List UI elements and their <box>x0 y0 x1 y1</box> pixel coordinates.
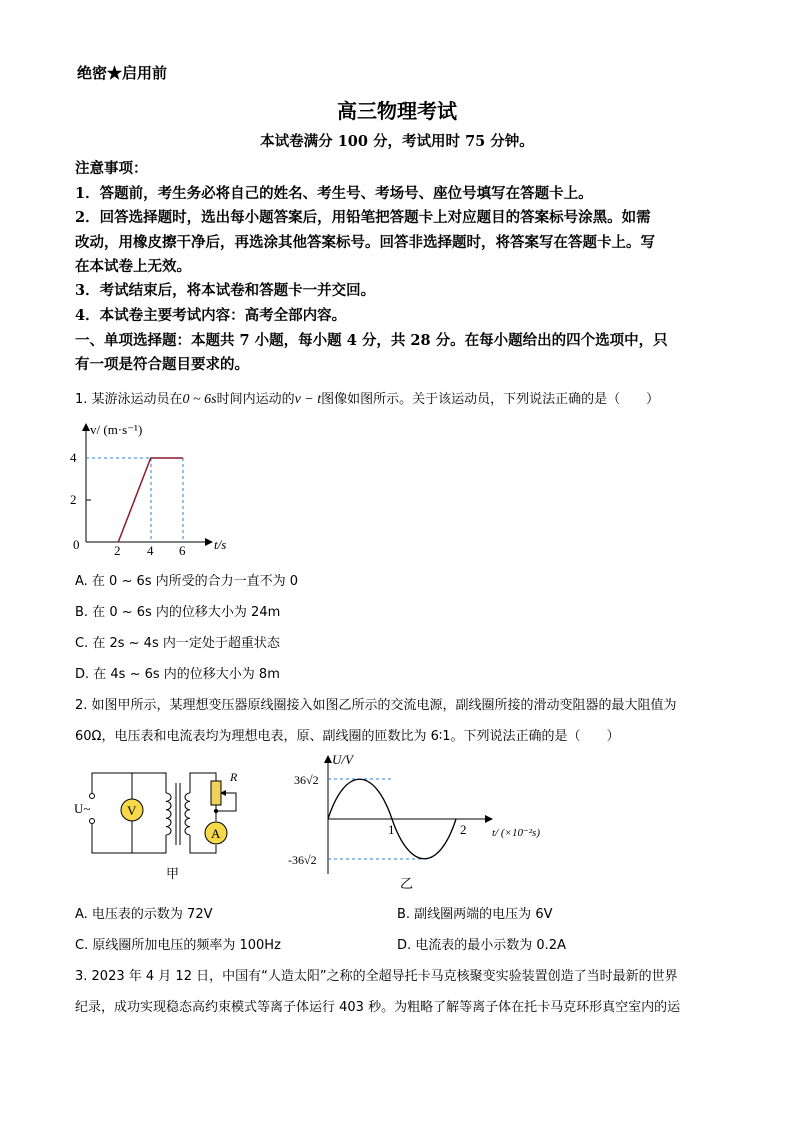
wave-tick-2: 2 <box>460 822 467 837</box>
secret-label: 绝密★启用前 <box>77 64 168 82</box>
junction-dot <box>214 809 217 812</box>
exam-title: 高三物理考试 <box>337 99 457 123</box>
source-terminal-bottom <box>90 819 95 824</box>
q2-stem-line-2: 60Ω，电压表和电流表均为理想电表，原、副线圈的匝数比为 6∶1。下列说法正确的是（ ） <box>75 729 620 744</box>
transformer-circuit <box>70 765 260 885</box>
q2-option-c: C. 原线圈所加电压的频率为 100Hz <box>75 938 281 953</box>
note-1: 1．答题前，考生务必将自己的姓名、考生号、考场号、座位号填写在答题卡上。 <box>75 185 593 202</box>
wave-min-label: -36√2 <box>288 853 317 867</box>
q1-stem-mid: 时间内运动的 <box>216 392 295 407</box>
ammeter-label: A <box>211 826 221 841</box>
source-label: U~ <box>74 801 91 816</box>
secondary-coil <box>185 793 190 835</box>
exam-subtitle: 本试卷满分 100 分，考试用时 75 分钟。 <box>260 133 534 150</box>
figure-jia-caption: 甲 <box>166 866 180 881</box>
q1-vt: v − t <box>294 392 322 407</box>
q2-option-d: D. 电流表的最小示数为 0.2A <box>397 938 566 953</box>
q1-option-b: B. 在 0 ~ 6s 内的位移大小为 24m <box>75 605 281 620</box>
wave-tick-1: 1 <box>388 822 395 837</box>
primary-coil <box>166 793 171 835</box>
y-tick-label-2: 2 <box>70 492 77 507</box>
voltmeter-label: V <box>127 803 137 818</box>
x-tick-label-2: 2 <box>114 543 121 558</box>
q1-option-c: C. 在 2s ~ 4s 内一定处于超重状态 <box>75 636 280 651</box>
figure-yi-caption: 乙 <box>400 876 414 890</box>
rheostat-resistor <box>211 781 221 805</box>
vt-graph <box>64 418 244 558</box>
note-2-line-3: 在本试卷上无效。 <box>75 258 191 275</box>
primary-bottom-wire <box>92 823 166 853</box>
x-axis-label: t/s <box>214 537 227 552</box>
x-tick-label-4: 4 <box>147 543 154 558</box>
q1-option-a: A. 在 0 ~ 6s 内所受的合力一直不为 0 <box>75 574 299 589</box>
q1-stem-post: 图像如图所示。关于该运动员，下列说法正确的是（ ） <box>321 392 660 407</box>
q2-option-b: B. 副线圈两端的电压为 6V <box>397 907 553 922</box>
q3-stem-line-1: 3. 2023 年 4 月 12 日，中国有“人造太阳”之称的全超导托卡马克核聚变实验装置创造了当时最新的世界 <box>75 969 678 984</box>
q2-option-a: A. 电压表的示数为 72V <box>75 907 213 922</box>
note-2-line-1: 2．回答选择题时，选出每小题答案后，用铅笔把答题卡上对应题目的答案标号涂黑。如需 <box>75 209 651 226</box>
q2-stem-line-1: 2. 如图甲所示，某理想变压器原线圈接入如图乙所示的交流电源，副线圈所接的滑动变阻器的最大阻值为 <box>75 698 677 713</box>
q1-stem-pre: 1. 某游泳运动员在 <box>75 392 183 407</box>
q3-stem-line-2: 纪录，成功实现稳态高约束模式等离子体运行 403 秒。为粗略了解等离子体在托卡马克环形真空室内的运 <box>75 1000 681 1015</box>
note-2-line-2: 改动，用橡皮擦干净后，再选涂其他答案标号。回答非选择题时，将答案写在答题卡上。写 <box>75 234 655 251</box>
note-4: 4．本试卷主要考试内容：高考全部内容。 <box>75 307 347 324</box>
source-terminal-top <box>90 794 95 799</box>
q1-stem <box>75 388 659 408</box>
note-3: 3．考试结束后，将本试卷和答题卡一并交回。 <box>75 282 376 299</box>
q1-range: 0 ~ 6s <box>182 392 217 407</box>
y-axis-label: v/ (m·s⁻¹) <box>90 422 143 437</box>
notes-heading: 注意事项： <box>75 160 148 177</box>
resistor-label: R <box>230 770 238 784</box>
wave-y-label: U/V <box>332 752 353 767</box>
section-1-line-1: 一、单项选择题：本题共 7 小题，每小题 4 分，共 28 分。在每小题给出的四个选项中，只 <box>75 332 668 349</box>
x-tick-label-6: 6 <box>179 543 186 558</box>
q1-option-d: D. 在 4s ~ 6s 内的位移大小为 8m <box>75 667 280 682</box>
wave-max-label: 36√2 <box>294 773 319 787</box>
section-1-line-2: 有一项是符合题目要求的。 <box>75 356 249 373</box>
voltage-waveform <box>282 750 552 890</box>
wave-t-label: t/ (×10⁻²s) <box>492 827 540 839</box>
primary-top-wire <box>92 773 166 793</box>
y-tick-label-4: 4 <box>70 450 77 465</box>
origin-label: 0 <box>73 537 80 552</box>
